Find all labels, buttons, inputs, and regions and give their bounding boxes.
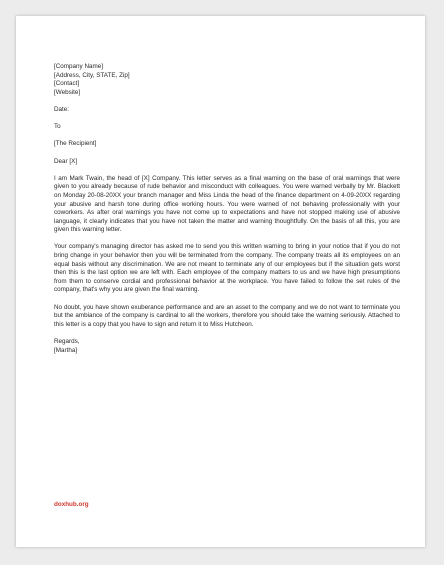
body-paragraph-1: I am Mark Twain, the head of [X] Company. This letter serves as a final warning on the base of oral warnings that were given to you already because of rude behavior and misconduct with colleagues. You were warned verbally by Mr. Blackett on Monday 20-08-20XX your branch manager and Miss Linda the head of the finance department on 4-09-20XX regarding your abusive and harsh tone during office working hours. You were warned of not behaving professionally with your coworkers. As after oral warnings you have not come up to expectations and have not stopped making use of abusive language, it clearly indicates that you have not taken the matter and warning thoughtfully. On the basis of all this, you are given this warning letter. [54, 174, 400, 234]
body-paragraph-3: No doubt, you have shown exuberance performance and are an asset to the company and we do not want to terminate you but the ambiance of the company is cardinal to all the workers, therefore you should take the warning seriously. Attached to this letter is a copy that you have to sign and return it to Miss Hutcheon. [54, 303, 400, 328]
company-contact: [Contact] [54, 80, 80, 88]
closing: Regards, [54, 338, 80, 345]
date-label: Date: [54, 105, 70, 113]
document-page [16, 16, 425, 547]
letter-body [54, 63, 400, 355]
to-label: To [54, 123, 61, 131]
salutation: Dear [X] [54, 157, 78, 165]
company-address: [Address, City, STATE, Zip] [54, 71, 130, 79]
body-paragraph-2: Your company's managing director has asked me to send you this written warning to bring in your notice that if you do not bring change in your behavior then you will be terminated from the company. The company treats all its employees on an equal basis without any discrimination. We are not meant to terminate any of our employees but if the situation gets worst then this is the last option we are left with. Each employee of the company matters to us and we have high presumptions from them to conserve cordial and professional behavior at the workplace. You have failed to follow the set rules of the company, that's why you are given the final warning. [54, 243, 400, 294]
doxhub-logo[interactable]: doxhub.org [54, 501, 89, 508]
recipient: [The Recipient] [54, 140, 97, 148]
company-name: [Company Name] [54, 63, 103, 70]
signature: [Martha] [54, 346, 78, 354]
company-website: [Website] [54, 88, 81, 96]
